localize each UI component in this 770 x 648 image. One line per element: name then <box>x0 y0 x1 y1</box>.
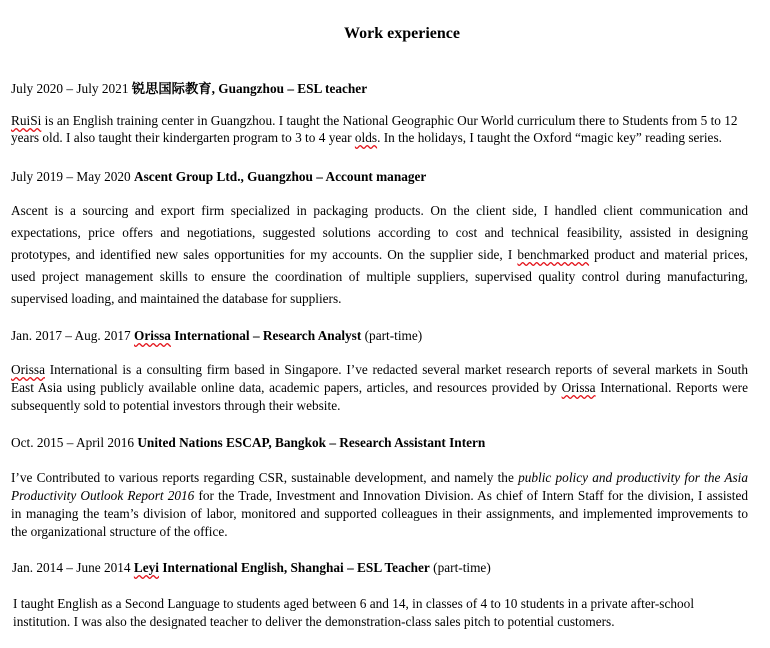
description-line <box>11 129 748 146</box>
text-run: product and material prices, <box>589 247 749 262</box>
description-line <box>11 266 748 288</box>
entry-date: July 2020 – July 2021 <box>11 81 129 96</box>
description-line <box>11 361 748 379</box>
spellcheck-flagged-word: benchmarked <box>517 247 590 262</box>
text-run: subsequently sold to potential investors through their website. <box>11 398 341 413</box>
entry-note: (part-time) <box>433 560 491 575</box>
description-line <box>11 505 748 523</box>
spellcheck-flagged-word: Orissa <box>561 380 596 395</box>
text-run: I’ve Contributed to various reports regarding CSR, sustainable development, and namely the <box>11 470 519 485</box>
text-run: Ascent is a sourcing and export firm specialized in packaging products. On the client side, I handled client communication and <box>11 203 748 218</box>
entry-description <box>11 200 748 310</box>
entry-description <box>11 112 748 146</box>
text-run: International English, Shanghai – ESL Teacher <box>159 560 430 575</box>
description-line <box>11 200 748 222</box>
entry-employer-role <box>137 435 485 450</box>
text-run: the organizational structure of the office. <box>11 524 228 539</box>
entry-date: Jan. 2017 – Aug. 2017 <box>11 328 131 343</box>
entry-description <box>11 469 748 541</box>
text-run: . In the holidays, I taught the Oxford “magic key” reading series. <box>377 130 722 145</box>
entry-heading <box>11 327 748 345</box>
spellcheck-flagged-word: olds <box>354 130 378 145</box>
spellcheck-flagged-word: Orissa <box>134 328 171 343</box>
spellcheck-flagged-word: RuiSi <box>11 113 42 128</box>
entry-date: Oct. 2015 – April 2016 <box>11 435 134 450</box>
description-line <box>11 469 748 487</box>
text-run: used project management skills to ensure the coordination of multiple suppliers, supervised quality control during manufacturing, <box>11 269 748 284</box>
text-run: expectations, price offers and negotiations, suggested solutions according to cost and technical feasibility, assisted in designing <box>11 225 748 240</box>
text-run: years old. I also taught their kindergarten program to 3 to 4 year <box>11 130 355 145</box>
entry-heading <box>11 168 748 186</box>
description-line <box>11 288 748 310</box>
page-title: Work experience <box>344 25 460 42</box>
text-run: International – Research Analyst <box>170 328 362 343</box>
entry-description <box>11 361 748 415</box>
italic-text-run: Productivity Outlook Report 2016 <box>11 488 195 503</box>
text-run: International is a consulting firm based in Singapore. I’ve redacted several market research reports of several markets in South <box>44 362 748 377</box>
description-line <box>13 613 750 631</box>
text-run: International. Reports were <box>595 380 748 395</box>
entry-employer-role <box>134 328 361 343</box>
text-run: Ascent Group Ltd., Guangzhou – Account manager <box>134 169 427 184</box>
description-line <box>11 397 748 415</box>
entry-employer-role <box>132 81 367 96</box>
text-run: United Nations ESCAP, Bangkok – Research Assistant Intern <box>137 435 486 450</box>
description-line <box>11 379 748 397</box>
entry-heading <box>11 434 748 452</box>
spellcheck-flagged-word: Orissa <box>11 362 45 377</box>
text-run: East Asia using publicly available online data, academic papers, articles, and resources provided by <box>11 380 562 395</box>
entry-note: (part-time) <box>364 328 423 343</box>
description-line <box>11 112 748 129</box>
entry-employer-role <box>134 560 430 575</box>
text-run: supervised loading, and maintained the database for suppliers. <box>11 291 342 306</box>
text-run: I taught English as a Second Language to students aged between 6 and 14, in classes of 4 to 10 students in a private after-school <box>13 596 695 611</box>
description-line <box>11 244 748 266</box>
entry-employer-role <box>134 169 426 184</box>
text-run: for the Trade, Investment and Innovation Division. As chief of Intern Staff for the division, I assisted <box>194 488 749 503</box>
entry-date: Jan. 2014 – June 2014 <box>12 560 131 575</box>
entry-date: July 2019 – May 2020 <box>11 169 131 184</box>
italic-text-run: public policy and productivity for the Asia <box>518 470 748 485</box>
description-line <box>13 595 750 613</box>
entry-description <box>13 595 750 631</box>
text-run: 锐思国际教育, Guangzhou – ESL teacher <box>131 81 368 96</box>
description-line <box>11 222 748 244</box>
text-run: in managing the team’s division of labor, monitored and supported colleagues in their assignments, and implemented improvements to <box>11 506 748 521</box>
text-run: institution. I was also the designated teacher to deliver the demonstration-class sales pitch to potential customers. <box>13 614 615 629</box>
spellcheck-flagged-word: Leyi <box>133 560 160 575</box>
description-line <box>11 523 748 541</box>
text-run: prototypes, and identified new sales opportunities for my accounts. On the supplier side, I <box>11 247 518 262</box>
text-run: is an English training center in Guangzhou. I taught the National Geographic Our World curriculum there to Students from 5 to 12 <box>41 113 738 128</box>
entry-heading <box>11 80 748 98</box>
entry-heading <box>12 559 749 577</box>
description-line <box>11 487 748 505</box>
